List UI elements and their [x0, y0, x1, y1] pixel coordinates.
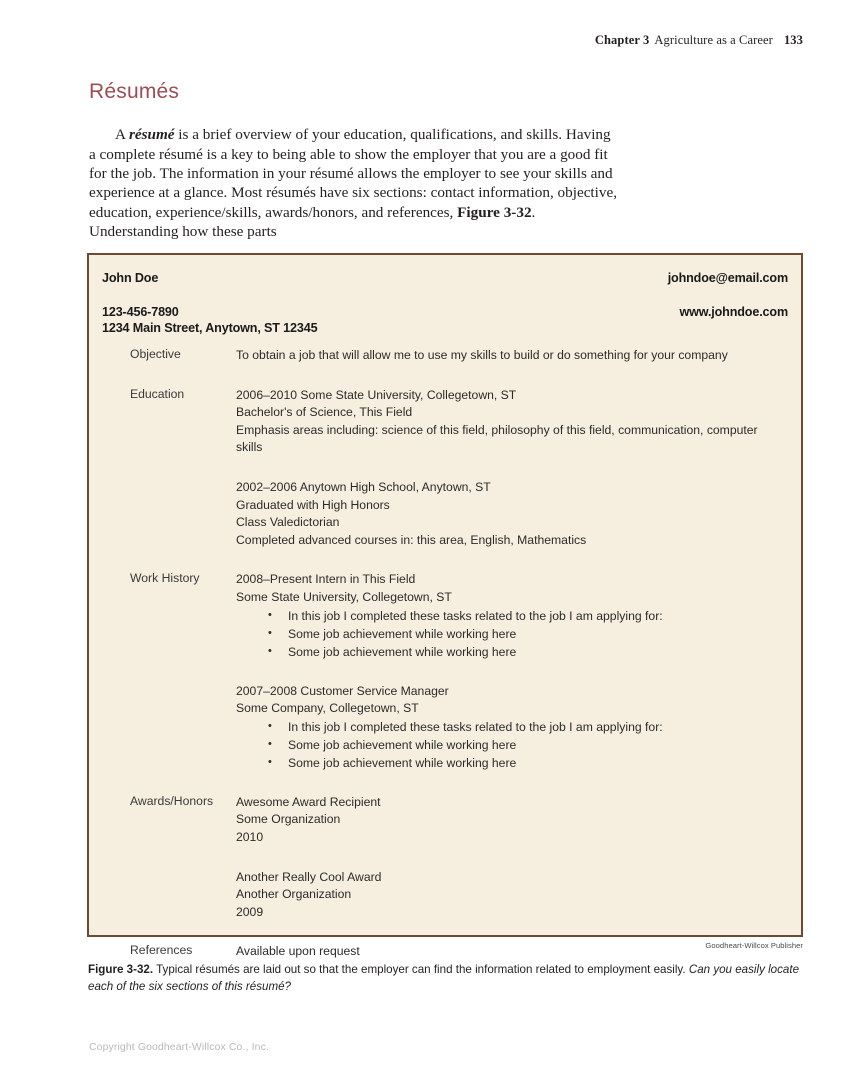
resume-text-line: 2008–Present Intern in This Field — [236, 572, 416, 587]
running-head-page-number: 133 — [783, 33, 803, 47]
resume-text-line: 2007–2008 Customer Service Manager — [236, 683, 449, 698]
block-spacer — [236, 661, 775, 683]
list-item: • Some job achievement while working here — [236, 754, 775, 772]
resume-section-awards-honors — [89, 794, 801, 922]
resume-text-line: Graduated with High Honors — [236, 497, 390, 512]
list-item: • Some job achievement while working here — [236, 625, 775, 643]
resume-phone: 123-456-7890 — [102, 305, 179, 319]
resume-text-line: Bachelor's of Science, This Field — [236, 405, 413, 420]
figure-caption-number: Figure 3-32. — [88, 963, 154, 976]
resume-section-label: Objective — [130, 347, 181, 361]
resume-text-line: Completed advanced courses in: this area, English, Mathematics — [236, 532, 587, 547]
resume-website: www.johndoe.com — [679, 305, 788, 319]
resume-text-line: Some State University, Collegetown, ST — [236, 589, 452, 604]
page-footer-copyright: Copyright Goodheart-Willcox Co., Inc. — [89, 1042, 269, 1053]
running-head-title: Agriculture as a Career — [654, 33, 773, 47]
resume-section-content — [236, 387, 801, 550]
list-item: • In this job I completed these tasks related to the job I am applying for: — [236, 607, 775, 625]
paragraph-text-lead: A — [115, 126, 129, 144]
figure-caption — [88, 961, 804, 995]
resume-text-line: Emphasis areas including: science of this field, philosophy of this field, communication, computer skills — [236, 422, 758, 455]
resume-section-content — [236, 794, 801, 922]
section-spacer — [89, 549, 801, 571]
running-head-chapter: Chapter 3 — [594, 33, 650, 47]
page-title: Résumés — [89, 80, 180, 103]
block-spacer — [236, 847, 775, 869]
resume-text-line: Some Company, Collegetown, ST — [236, 701, 419, 716]
resume-text-line: Another Really Cool Award — [236, 869, 382, 884]
resume-text-line: 2002–2006 Anytown High School, Anytown, ST — [236, 479, 491, 494]
section-spacer — [89, 365, 801, 387]
resume-section-education — [89, 387, 801, 550]
resume-text-line: 2010 — [236, 829, 264, 844]
resume-section-content — [236, 347, 801, 365]
list-item: • In this job I completed these tasks related to the job I am applying for: — [236, 718, 775, 736]
resume-text-line: Available upon request — [236, 944, 360, 959]
resume-bullet-list — [236, 718, 775, 772]
resume-section-label: Education — [130, 386, 185, 401]
resume-section-work-history — [89, 571, 801, 771]
list-item: • Some job achievement while working here — [236, 736, 775, 754]
section-spacer — [89, 772, 801, 794]
resume-text-line: To obtain a job that will allow me to use my skills to build or do something for your company — [236, 348, 728, 362]
resume-section-label: Work History — [130, 571, 200, 586]
resume-text-line: Class Valedictorian — [236, 515, 340, 530]
resume-text-line: 2006–2010 Some State University, Collegetown, ST — [236, 387, 517, 402]
resume-section-label: Awards/Honors — [130, 793, 214, 808]
paragraph-figure-reference: Figure 3-32 — [457, 203, 532, 221]
resume-contact-header — [102, 263, 788, 335]
resume-address: 1234 Main Street, Anytown, ST 12345 — [102, 321, 318, 335]
resume-section-references — [89, 943, 801, 961]
resume-section-objective — [89, 347, 801, 365]
resume-text-line: Awesome Award Recipient — [236, 794, 381, 809]
resume-name: John Doe — [102, 271, 159, 285]
resume-section-content — [236, 571, 801, 771]
paragraph-text-main: is a brief overview of your education, qualifications, and skills. Having a complete résumé is a key to being able to show the employer that you are a good fit for the job. The information in your résumé allows the employer to see your skills and experience at a glance. Most résumés have six sections: contact information, objective, education, experience/skills, awards/honors, and references, — [89, 126, 618, 221]
block-spacer — [236, 457, 775, 479]
resume-text-line: Another Organization — [236, 887, 352, 902]
resume-email: johndoe@email.com — [667, 271, 788, 285]
resume-section-label: References — [130, 943, 193, 958]
resume-text-line: 2009 — [236, 904, 264, 919]
figure-caption-text: Typical résumés are laid out so that the employer can find the information related to employment easily. — [153, 963, 689, 976]
resume-bullet-list — [236, 607, 775, 661]
figure-credit-line: Goodheart-Willcox Publisher — [705, 941, 803, 950]
resume-sections — [89, 347, 801, 961]
body-paragraph — [89, 125, 617, 241]
section-spacer — [89, 921, 801, 943]
paragraph-text-tail: . Understanding how these parts — [89, 203, 536, 241]
paragraph-term-resume: résumé — [128, 126, 175, 144]
running-head — [595, 33, 803, 48]
list-item: • Some job achievement while working here — [236, 643, 775, 661]
figure-caption-question: Can you easily locate each of the six sections of this résumé? — [88, 963, 800, 993]
resume-text-line: Some Organization — [236, 812, 341, 827]
